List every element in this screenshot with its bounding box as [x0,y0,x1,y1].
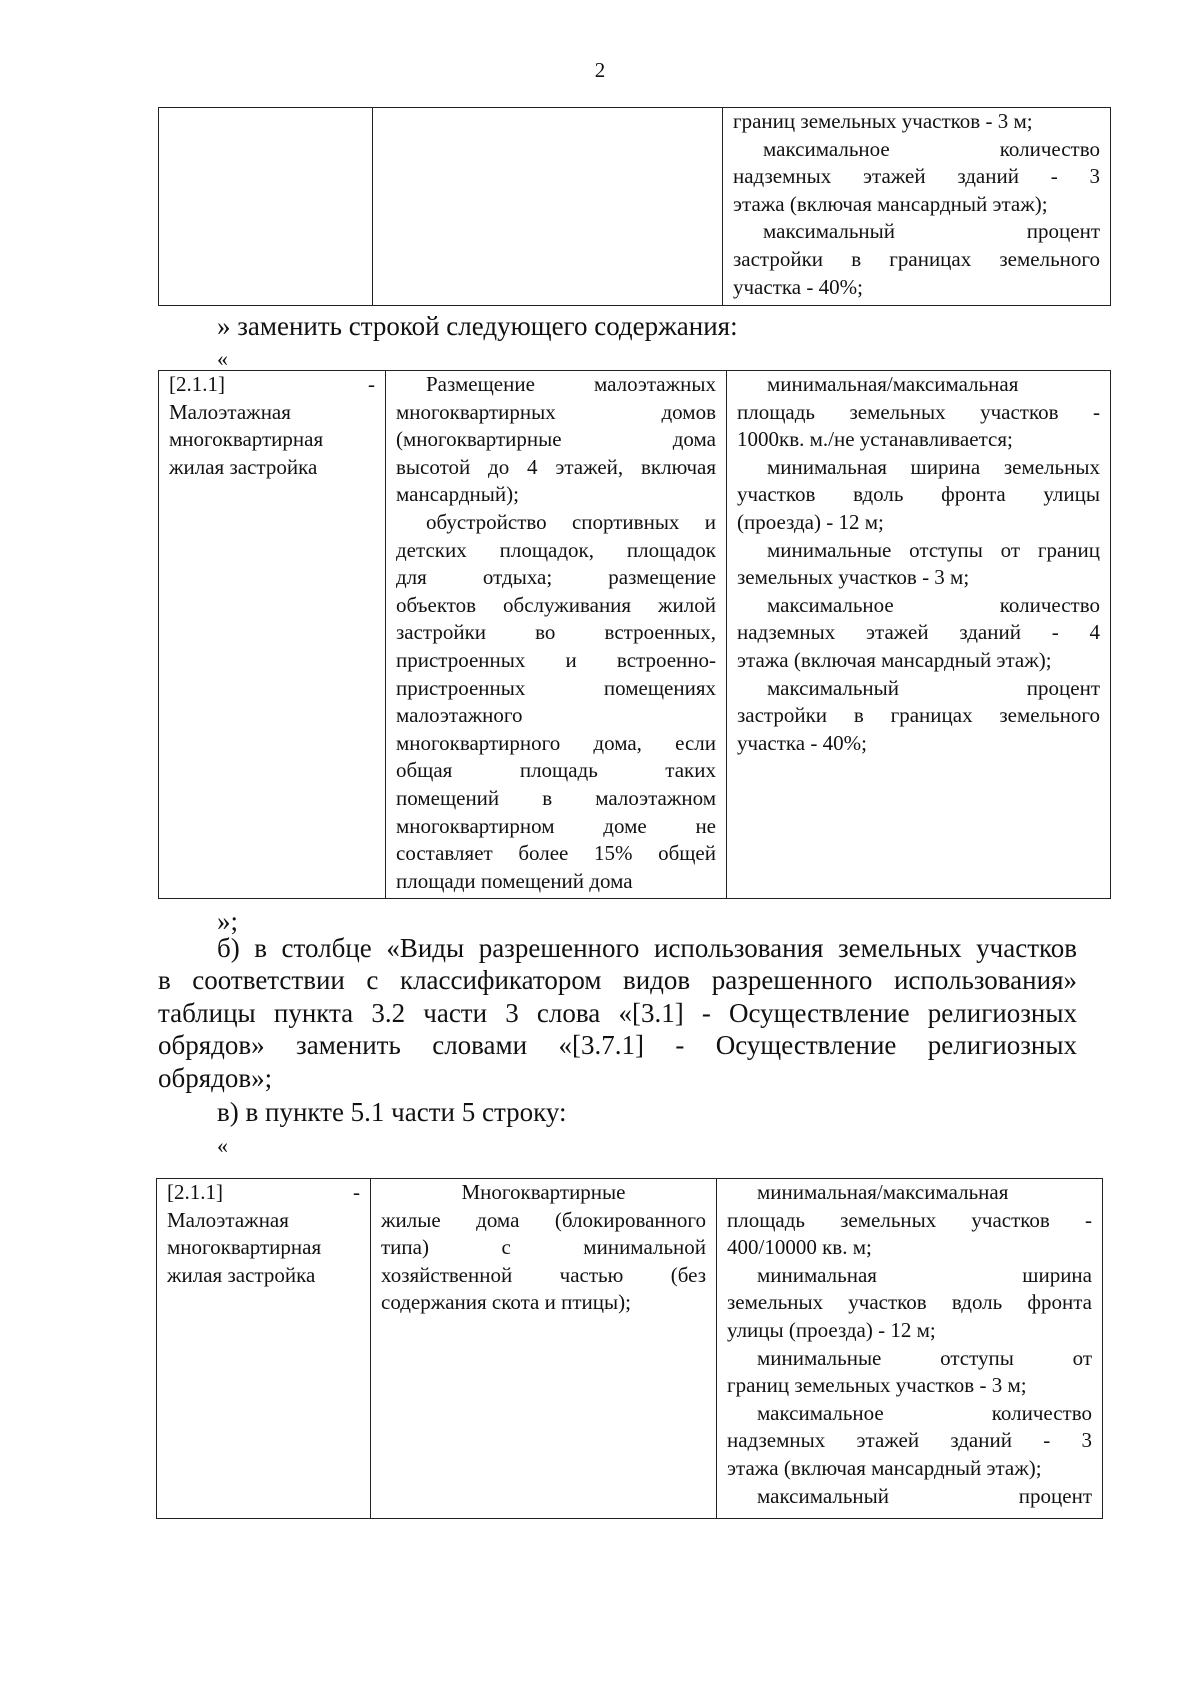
open-quote: « [217,346,228,371]
cell-line: многоквартирная [167,1235,322,1260]
table-row [159,108,1111,306]
cell-line: Размещение малоэтажных [426,372,716,396]
close-quote: »; [217,906,239,936]
cell-line: 1000кв. м./не устанавливается; [737,427,1013,452]
cell-line: максимальное количество [763,136,1100,161]
cell-line: этажа (включая мансардный этаж); [737,647,1052,672]
cell-line: хозяйственной частью (без [381,1262,706,1287]
cell-line: Многоквартирные [461,1180,626,1204]
cell-line: многоквартирных домов [396,399,716,424]
table-row [159,371,1111,899]
cell-line: мансардный); [396,482,519,507]
cell-line: улицы (проезда) - 12 м; [727,1317,936,1342]
cell-line: этажа (включая мансардный этаж); [733,191,1048,216]
cell-line: 400/10000 кв. м; [727,1235,872,1260]
page-number: 2 [594,58,606,82]
cell-line: составляет более 15% общей [396,841,716,866]
table-cell-empty [373,108,723,306]
cell-line: надземных этажей зданий - 3 [727,1428,1092,1453]
cell-line: минимальные отступы от границ [767,537,1100,562]
cell-line: пристроенных и встроенно- [396,647,716,672]
cell-line: помещений в малоэтажном [396,785,716,810]
cell-line: содержания скота и птицы); [381,1290,631,1315]
cell-line: Малоэтажная [169,399,291,424]
paragraph-b [158,932,1077,1094]
cell-line: жилые дома (блокированного [381,1207,706,1232]
table-cell-parameters [717,1179,1103,1519]
cell-line: участка - 40%; [737,730,867,755]
regulations-table-old-row [156,1178,1103,1519]
cell-line: максимальный процент [767,675,1100,700]
cell-line: максимальный процент [757,1483,1092,1508]
cell-line: застройки в границах земельного [733,246,1100,271]
cell-line: земельных участков вдоль фронта [727,1290,1092,1315]
open-quote: « [217,1133,228,1158]
paragraph-line: таблицы пункта 3.2 части 3 слова «[3.1] - Осуществление религиозных [158,997,1077,1028]
paragraph-line: обрядов»; [158,1062,273,1093]
cell-line: [2.1.1] - [169,372,375,396]
cell-line: (многоквартирные дома [396,427,716,452]
cell-line: площадь земельных участков - [727,1207,1092,1232]
cell-line: надземных этажей зданий - 4 [737,620,1100,645]
cell-line: Малоэтажная [167,1207,289,1232]
cell-line: высотой до 4 этажей, включая [396,454,716,479]
cell-line: общая площадь таких [396,758,716,783]
cell-line: минимальная/максимальная [757,1180,1009,1204]
cell-line: пристроенных помещениях [396,675,716,700]
table-cell-usage [371,1179,717,1519]
cell-line: максимальный процент [763,219,1100,244]
cell-line: многоквартирная [169,427,324,452]
cell-line: обустройство спортивных и [426,509,716,534]
paragraph-line: б) в столбце «Виды разрешенного использования земельных участков [217,933,1077,963]
cell-line: площади помещений дома [396,868,633,893]
cell-line: участков вдоль фронта улицы [737,482,1100,507]
cell-line: малоэтажного [396,703,523,728]
cell-line: типа) с минимальной [381,1235,706,1260]
table-cell-empty [159,108,373,306]
cell-line: этажа (включая мансардный этаж); [727,1455,1042,1480]
cell-line: жилая застройка [169,454,318,479]
cell-line: максимальное количество [767,592,1100,617]
cell-line: застройки во встроенных, [396,620,716,645]
cell-line: надземных этажей зданий - 3 [733,164,1100,189]
cell-line: для отдыха; размещение [396,565,716,590]
cell-line: объектов обслуживания жилой [396,592,716,617]
cell-line: жилая застройка [167,1262,316,1287]
cell-line: земельных участков - 3 м; [737,565,970,590]
cell-line: застройки в границах земельного [737,703,1100,728]
table-row [157,1179,1103,1519]
table-cell-parameters [723,108,1111,306]
replace-instruction: » заменить строкой следующего содержания: [217,311,738,341]
cell-line: [2.1.1] - [167,1180,360,1204]
table-cell-zone-code [157,1179,371,1519]
paragraph-line: в соответствии с классификатором видов разрешенного использования» [158,965,1077,996]
cell-line: минимальная/максимальная [767,372,1019,396]
regulations-table-new-row [158,370,1111,899]
table-cell-usage [386,371,727,899]
regulations-table-continued [158,107,1111,306]
cell-line: многоквартирном доме не [396,813,716,838]
table-cell-zone-code [159,371,386,899]
cell-line: площадь земельных участков - [737,399,1100,424]
cell-line: минимальные отступы от [757,1345,1092,1370]
cell-line: участка - 40%; [733,274,863,299]
cell-line: минимальная ширина [757,1262,1092,1287]
table-cell-parameters [727,371,1111,899]
cell-line: детских площадок, площадок [396,537,716,562]
cell-line: минимальная ширина земельных [767,454,1100,479]
cell-line: границ земельных участков - 3 м; [733,109,1033,133]
cell-line: максимальное количество [757,1400,1092,1425]
cell-line: (проезда) - 12 м; [737,509,884,534]
cell-line: границ земельных участков - 3 м; [727,1373,1027,1398]
paragraph-line: обрядов» заменить словами «[3.7.1] - Осуществление религиозных [158,1030,1077,1061]
cell-line: многоквартирного дома, если [396,730,716,755]
paragraph-v: в) в пункте 5.1 части 5 строку: [217,1097,567,1127]
